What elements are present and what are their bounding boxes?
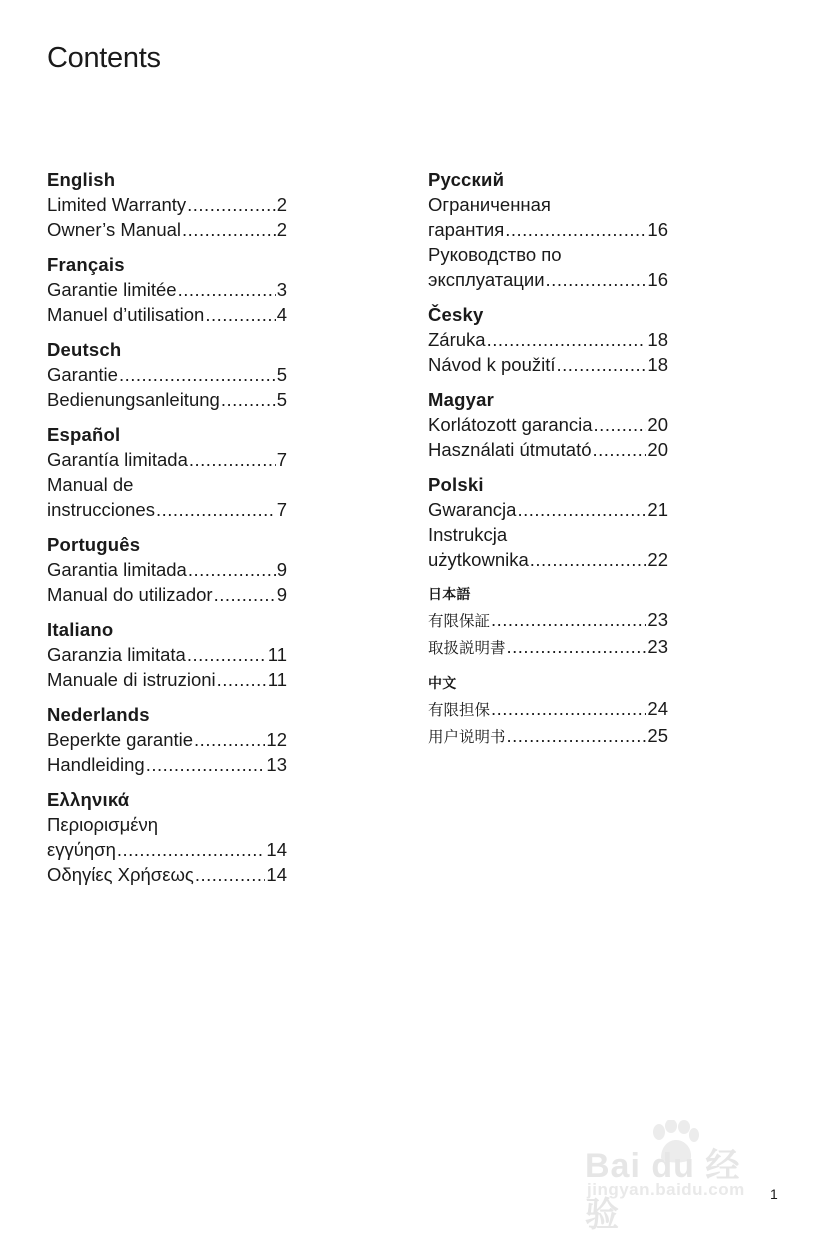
dot-leader: [487, 327, 647, 352]
toc-section: [47, 532, 287, 607]
toc-section: [47, 422, 287, 522]
toc-entry[interactable]: [47, 217, 287, 242]
toc-section: [428, 472, 668, 572]
entry-label: instrucciones: [47, 499, 155, 520]
toc-entry[interactable]: [47, 812, 287, 862]
entry-page-number: 7: [276, 449, 287, 470]
entry-label: Garantia limitada: [47, 559, 187, 580]
toc-entry[interactable]: [47, 862, 287, 887]
section-heading: 日本語: [428, 586, 471, 602]
entry-page-number: 9: [276, 559, 287, 580]
toc-section: [428, 302, 668, 377]
entry-label: Manuale di istruzioni: [47, 669, 216, 690]
entry-label: Használati útmutató: [428, 439, 592, 460]
entry-label: эксплуатации: [428, 269, 545, 290]
toc-entry[interactable]: [428, 607, 668, 634]
entry-page-number: 21: [647, 499, 668, 520]
dot-leader: [491, 607, 646, 632]
dot-leader: [188, 557, 276, 582]
dot-leader: [507, 723, 647, 748]
toc-section: [47, 617, 287, 692]
entry-label-line: Manual de: [47, 474, 134, 495]
entry-label-line: Ограниченная: [428, 194, 551, 215]
watermark-brand: Bai du 经验: [585, 1147, 741, 1234]
section-heading: Español: [47, 424, 121, 445]
dot-leader: [505, 217, 646, 242]
entry-page-number: 3: [276, 279, 287, 300]
toc-entry[interactable]: [47, 727, 287, 752]
entry-page-number: 20: [647, 439, 668, 460]
toc-entry[interactable]: [47, 362, 287, 387]
entry-label: Limited Warranty: [47, 194, 187, 215]
toc-entry[interactable]: [47, 447, 287, 472]
entry-label: Owner’s Manual: [47, 219, 182, 240]
entry-label: εγγύηση: [47, 839, 116, 860]
toc-entry[interactable]: [428, 192, 668, 242]
section-heading: Magyar: [428, 389, 494, 410]
toc-section: [428, 387, 668, 462]
section-heading: English: [47, 169, 116, 190]
entry-page-number: 12: [266, 729, 287, 750]
toc-entry[interactable]: [428, 497, 668, 522]
toc-section: [47, 167, 287, 242]
dot-leader: [156, 497, 276, 522]
toc-entry[interactable]: [428, 634, 668, 661]
entry-page-number: 20: [647, 414, 668, 435]
entry-label: Garantía limitada: [47, 449, 188, 470]
toc-entry[interactable]: [428, 522, 668, 572]
dot-leader: [214, 582, 276, 607]
toc-left-column: [47, 167, 287, 897]
dot-leader: [189, 447, 276, 472]
dot-leader: [594, 412, 647, 437]
entry-label: Manual do utilizador: [47, 584, 213, 605]
toc-entry[interactable]: [47, 192, 287, 217]
section-heading: Deutsch: [47, 339, 122, 360]
entry-label: Korlátozott garancia: [428, 414, 593, 435]
toc-entry[interactable]: [47, 277, 287, 302]
dot-leader: [217, 667, 267, 692]
entry-label: Handleiding: [47, 754, 145, 775]
entry-page-number: 18: [647, 329, 668, 350]
entry-label: 有限担保: [428, 702, 491, 719]
dot-leader: [195, 862, 266, 887]
entry-label-line: Instrukcja: [428, 524, 508, 545]
toc-entry[interactable]: [428, 242, 668, 292]
dot-leader: [205, 302, 275, 327]
entry-label: Bedienungsanleitung: [47, 389, 220, 410]
toc-section: [47, 787, 287, 887]
entry-page-number: 24: [647, 698, 668, 719]
entry-label: Záruka: [428, 329, 486, 350]
dot-leader: [187, 642, 267, 667]
toc-entry[interactable]: [47, 642, 287, 667]
entry-page-number: 2: [276, 194, 287, 215]
toc-entry[interactable]: [47, 557, 287, 582]
entry-label: 用户说明书: [428, 729, 506, 746]
section-heading: Polski: [428, 474, 484, 495]
dot-leader: [194, 727, 265, 752]
section-heading: Italiano: [47, 619, 114, 640]
toc-entry[interactable]: [428, 412, 668, 437]
section-heading: Ελληνικά: [47, 789, 130, 810]
entry-label: 有限保証: [428, 613, 491, 630]
entry-label: użytkownika: [428, 549, 529, 570]
section-heading: Česky: [428, 304, 484, 325]
entry-page-number: 11: [267, 669, 287, 690]
entry-page-number: 14: [266, 839, 287, 860]
entry-page-number: 16: [647, 269, 668, 290]
dot-leader: [146, 752, 266, 777]
toc-entry[interactable]: [428, 352, 668, 377]
baidu-watermark: [585, 1120, 775, 1234]
page-number: 1: [770, 1186, 778, 1202]
entry-page-number: 16: [647, 219, 668, 240]
entry-label: гарантия: [428, 219, 505, 240]
toc-entry[interactable]: [428, 327, 668, 352]
dot-leader: [530, 547, 647, 572]
entry-label: 取扱説明書: [428, 640, 506, 657]
entry-label: Manuel d’utilisation: [47, 304, 205, 325]
toc-section: [47, 337, 287, 412]
section-heading: 中文: [428, 675, 457, 691]
entry-label: Garantie limitée: [47, 279, 177, 300]
section-heading: Nederlands: [47, 704, 150, 725]
toc-section: [428, 167, 668, 292]
toc-entry[interactable]: [428, 696, 668, 723]
entry-label-line: Περιορισμένη: [47, 814, 159, 835]
entry-page-number: 5: [276, 389, 287, 410]
toc-entry[interactable]: [47, 387, 287, 412]
section-heading: Português: [47, 534, 141, 555]
toc-section: [47, 252, 287, 327]
watermark-url: jingyan.baidu.com: [587, 1180, 745, 1199]
dot-leader: [117, 837, 266, 862]
toc-right-column: [428, 167, 668, 760]
entry-label-line: Руководство по: [428, 244, 562, 265]
entry-label: Beperkte garantie: [47, 729, 194, 750]
dot-leader: [178, 277, 276, 302]
entry-page-number: 18: [647, 354, 668, 375]
dot-leader: [517, 497, 646, 522]
entry-page-number: 14: [266, 864, 287, 885]
toc-entry[interactable]: [47, 667, 287, 692]
entry-page-number: 5: [276, 364, 287, 385]
dot-leader: [507, 634, 647, 659]
entry-page-number: 4: [276, 304, 287, 325]
entry-page-number: 22: [647, 549, 668, 570]
entry-label: Gwarancja: [428, 499, 517, 520]
toc-entry[interactable]: [47, 472, 287, 522]
toc-entry[interactable]: [47, 582, 287, 607]
dot-leader: [182, 217, 276, 242]
entry-page-number: 7: [276, 499, 287, 520]
entry-label: Οδηγίες Χρήσεως: [47, 864, 194, 885]
entry-page-number: 23: [647, 636, 668, 657]
toc-section: [428, 671, 668, 750]
dot-leader: [593, 437, 647, 462]
section-heading: Русский: [428, 169, 505, 190]
entry-label: Garanzia limitata: [47, 644, 186, 665]
toc-entry[interactable]: [47, 302, 287, 327]
toc-entry[interactable]: [47, 752, 287, 777]
dot-leader: [546, 267, 647, 292]
entry-page-number: 2: [276, 219, 287, 240]
dot-leader: [557, 352, 647, 377]
entry-page-number: 9: [276, 584, 287, 605]
entry-page-number: 23: [647, 609, 668, 630]
entry-label: Garantie: [47, 364, 118, 385]
dot-leader: [119, 362, 276, 387]
entry-page-number: 25: [647, 725, 668, 746]
dot-leader: [187, 192, 276, 217]
entry-page-number: 13: [266, 754, 287, 775]
page-title: Contents: [47, 42, 161, 74]
toc-section: [47, 702, 287, 777]
toc-section: [428, 582, 668, 661]
entry-page-number: 11: [267, 644, 287, 665]
section-heading: Français: [47, 254, 125, 275]
toc-entry[interactable]: [428, 437, 668, 462]
toc-entry[interactable]: [428, 723, 668, 750]
dot-leader: [221, 387, 276, 412]
entry-label: Návod k použití: [428, 354, 556, 375]
dot-leader: [491, 696, 646, 721]
